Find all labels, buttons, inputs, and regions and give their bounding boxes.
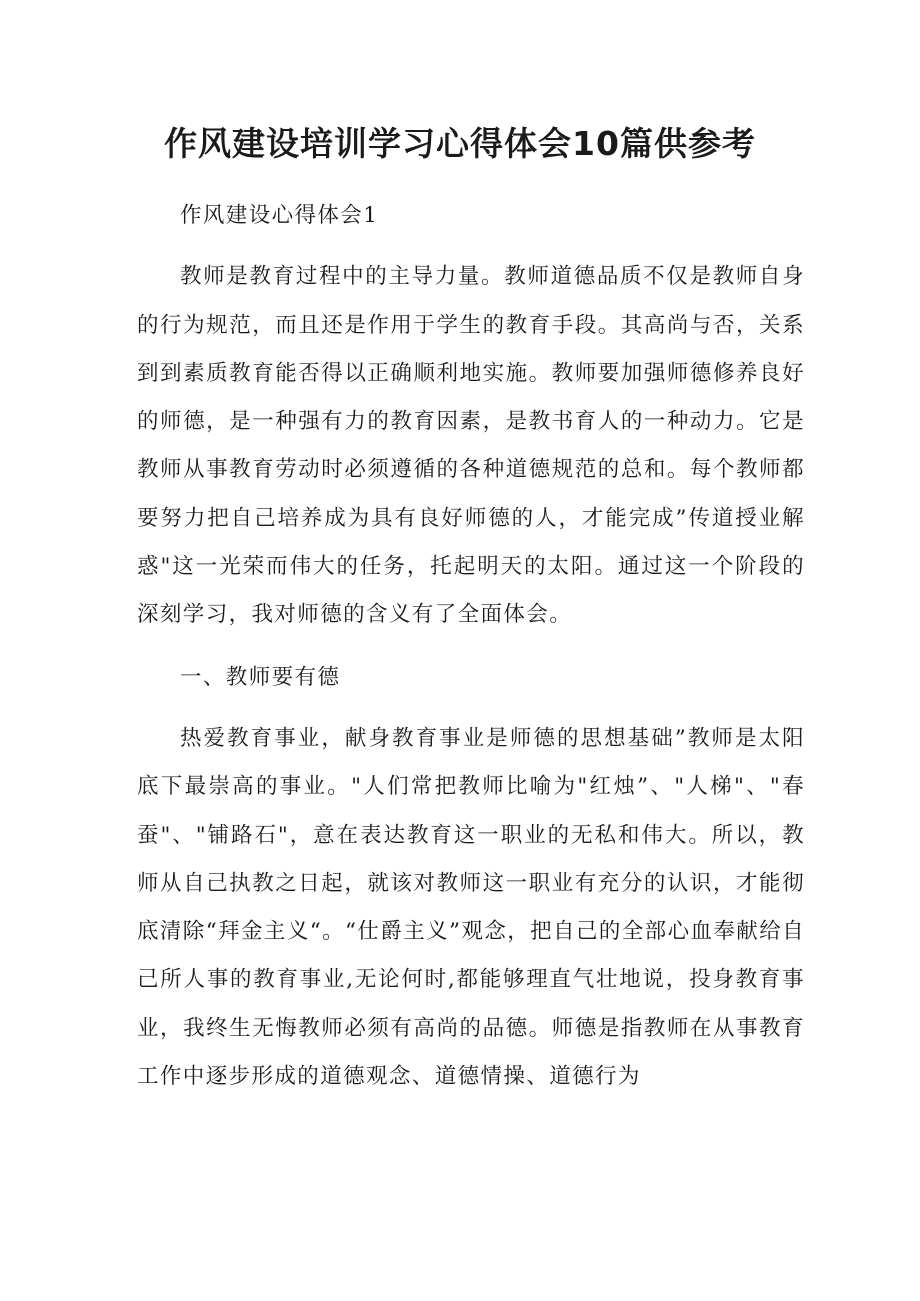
subheading-teacher-virtue: 一、教师要有德 [180, 664, 341, 690]
paragraph-intro: 教师是教育过程中的主导力量。教师道德品质不仅是教师自身的行为规范，而且还是作用于学生的教育手段。其高尚与否，关系到到素质教育能否得以正确顺利地实施。教师要加强师德修养良好的师德，是一种强有力的教育因素，是教书育人的一种动力。它是教师从事教育劳动时必须遵循的各种道德规范的总和。每个教师都要努力把自己培养成为具有良好师德的人，才能完成”传道授业解惑"这一光荣而伟大的任务，托起明天的太阳。通过这一个阶段的深刻学习，我对师德的含义有了全面体会。 [137, 264, 805, 628]
paragraph-devotion: 热爱教育事业，献身教育事业是师德的思想基础”教师是太阳底下最崇高的事业。"人们常把教师比喻为"红烛”、"人梯"、"春蚕"、"铺路石"，意在表达教育这一职业的无私和伟大。所以，教师从自己执教之日起，就该对教师这一职业有充分的认识，才能彻底清除“拜金主义“。“仕爵主义”观念，把自己的全部心血奉献给自己所人事的教育事业,无论何时,都能够理直气壮地说，投身教育事业，我终生无悔教师必须有高尚的品德。师德是指教师在从事教育工作中逐步形成的道德观念、道德情操、道德行为 [137, 725, 805, 1090]
document-body [137, 192, 805, 1101]
section-heading: 作风建设心得体会1 [180, 203, 379, 228]
document-title: 作风建设培训学习心得体会10篇供参考 [164, 124, 756, 163]
